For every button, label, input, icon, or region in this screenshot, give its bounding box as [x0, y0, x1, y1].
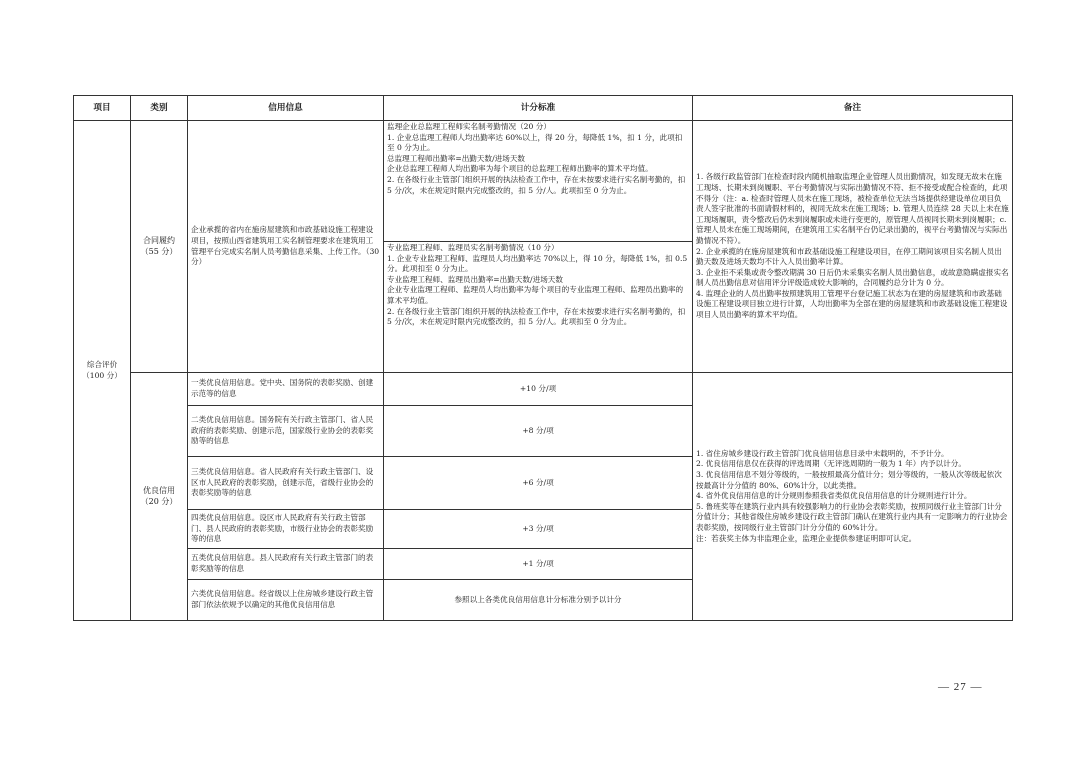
excellent-score-2: +8 分/项	[384, 406, 693, 457]
excellent-score-6: 参照以上各类优良信用信息计分标准分别予以计分	[384, 580, 693, 621]
excellent-info-6: 六类优良信用信息。经省级以上住房城乡建设行政主管部门依法依规予以确定的其他优良信用信息	[188, 580, 384, 621]
contract-standard-2: 专业监理工程师、监理员实名制考勤情况（10 分） 1. 企业专业监理工程师、监理员人均出勤率达 70%以上，得 10 分，每降低 1%，扣 0.5 分。此项扣至 0 分为止。 专业监理工程师、监理员出勤率=出勤天数/进场天数 企业专业监理工程师、监理员人均出勤率为每个项目的专业监理工程师、监理员出勤率的算术平均值。 2. 在各级行业主管部门组织开展的执法检查工作中，存在未按要求进行实名制考勤的，扣 5 分/次，未在规定时限内完成整改的，扣 5 分/人。此项扣至 0 分为止。	[384, 242, 693, 373]
header-category: 类别	[131, 96, 188, 121]
contract-standard-1: 监理企业总监理工程师实名制考勤情况（20 分） 1. 企业总监理工程师人均出勤率达 60%以上，得 20 分，每降低 1%，扣 1 分，此项扣至 0 分为止。 总监理工程师出勤率=出勤天数/进场天数 企业总监理工程师人均出勤率为每个项目的总监理工程师出勤率的算术平均值。 2. 在各级行业主管部门组织开展的执法检查工作中，存在未按要求进行实名制考勤的，扣 5 分/次，未在规定时限内完成整改的，扣 5 分/人。此项扣至 0 分为止。	[384, 121, 693, 242]
page-number: — 27 —	[938, 681, 983, 693]
table-row	[74, 373, 1013, 406]
excellent-info-4: 四类优良信用信息。设区市人民政府有关行政主管部门、县人民政府的表彰奖励，市级行业协会的表彰奖励等的信息	[188, 510, 384, 549]
excellent-remark: 1. 省住房城乡建设行政主管部门优良信用信息目录中未载明的，不予计分。 2. 优良信用信息仅在获得的评选周期（无评选周期的一般为 1 年）内予以计分。 3. 优良信用信息不划分等级的，一般按照最高分值计分；划分等级的，一般从次等级起依次按最高计分分值的 80%、60%计分，以此类推。 4. 省外优良信用信息的计分规则参照我省类似优良信用信息的计分规则进行计分。 5. 鲁班奖等在建筑行业内具有较强影响力的行业协会表彰奖励，按照同级行业主管部门计分分值计分；其他省级住房城乡建设行政主管部门确认在建筑行业内具有一定影响力的行业协会表彰奖励，按同级行业主管部门计分分值的 60%计分。 注：若获奖主体为非监理企业，监理企业提供参建证明即可认定。	[693, 373, 1013, 621]
excellent-score-3: +6 分/项	[384, 457, 693, 510]
contract-remark: 1. 各级行政监管部门在检查时段内随机抽取监理企业管理人员出勤情况，如发现无故未在施工现场、长期未到岗履职、平台考勤情况与实际出勤情况不符、拒不接受或配合检查的，此项不得分（注：a. 检查时管理人员未在施工现场，被检查单位无法当场提供经建设单位项目负责人签字批准的书面请假材料的，视同无故未在施工现场；b. 管理人员连续 28 天以上未在施工现场履职，责令整改后仍未到岗履职或未进行变更的，原管理人员视同长期未到岗履职；c. 管理人员未在施工现场期间，在建筑用工实名制平台仍记录出勤的，视平台考勤情况与实际出勤情况不符）。 2. 企业承揽的在施房屋建筑和市政基础设施工程建设项目，在停工期间该项目实名制人员出勤天数及进场天数均不计入人员出勤率计算。 3. 企业拒不采集或责令整改期满 30 日后仍未采集实名制人员出勤信息，或故意隐瞒虚报实名制人员出勤信息对信用评分评级造成较大影响的，合同履约总分计为 0 分。 4. 监理企业的人员出勤率按照建筑用工管理平台登记施工状态为在建的房屋建筑和市政基础设施工程建设项目独立进行计算，人均出勤率为全部在建的房屋建筑和市政基础设施工程建设项目人员出勤率的算术平均值。	[693, 121, 1013, 373]
table-row	[74, 121, 1013, 242]
project-cell: 综合评价 （100 分）	[74, 121, 131, 621]
category-excellent: 优良信用 （20 分）	[131, 373, 188, 621]
header-project: 项目	[74, 96, 131, 121]
credit-evaluation-table	[73, 95, 1013, 621]
excellent-info-5: 五类优良信用信息。县人民政府有关行政主管部门的表彰奖励等的信息	[188, 549, 384, 580]
excellent-info-2: 二类优良信用信息。国务院有关行政主管部门、省人民政府的表彰奖励、创建示范，国家级行业协会的表彰奖励等的信息	[188, 406, 384, 457]
table-header-row	[74, 96, 1013, 121]
excellent-score-4: +3 分/项	[384, 510, 693, 549]
header-remark: 备注	[693, 96, 1013, 121]
category-contract: 合同履约 （55 分）	[131, 121, 188, 373]
excellent-info-3: 三类优良信用信息。省人民政府有关行政主管部门、设区市人民政府的表彰奖励，创建示范，省级行业协会的表彰奖励等的信息	[188, 457, 384, 510]
excellent-score-1: +10 分/项	[384, 373, 693, 406]
excellent-info-1: 一类优良信用信息。党中央、国务院的表彰奖励、创建示范等的信息	[188, 373, 384, 406]
excellent-score-5: +1 分/项	[384, 549, 693, 580]
header-scoring-standard: 计分标准	[384, 96, 693, 121]
header-credit-info: 信用信息	[188, 96, 384, 121]
contract-info: 企业承揽的省内在施房屋建筑和市政基础设施工程建设项目，按照山西省建筑用工实名制管理要求在建筑用工管理平台完成实名制人员考勤信息采集、上传工作。（30 分）	[188, 121, 384, 373]
